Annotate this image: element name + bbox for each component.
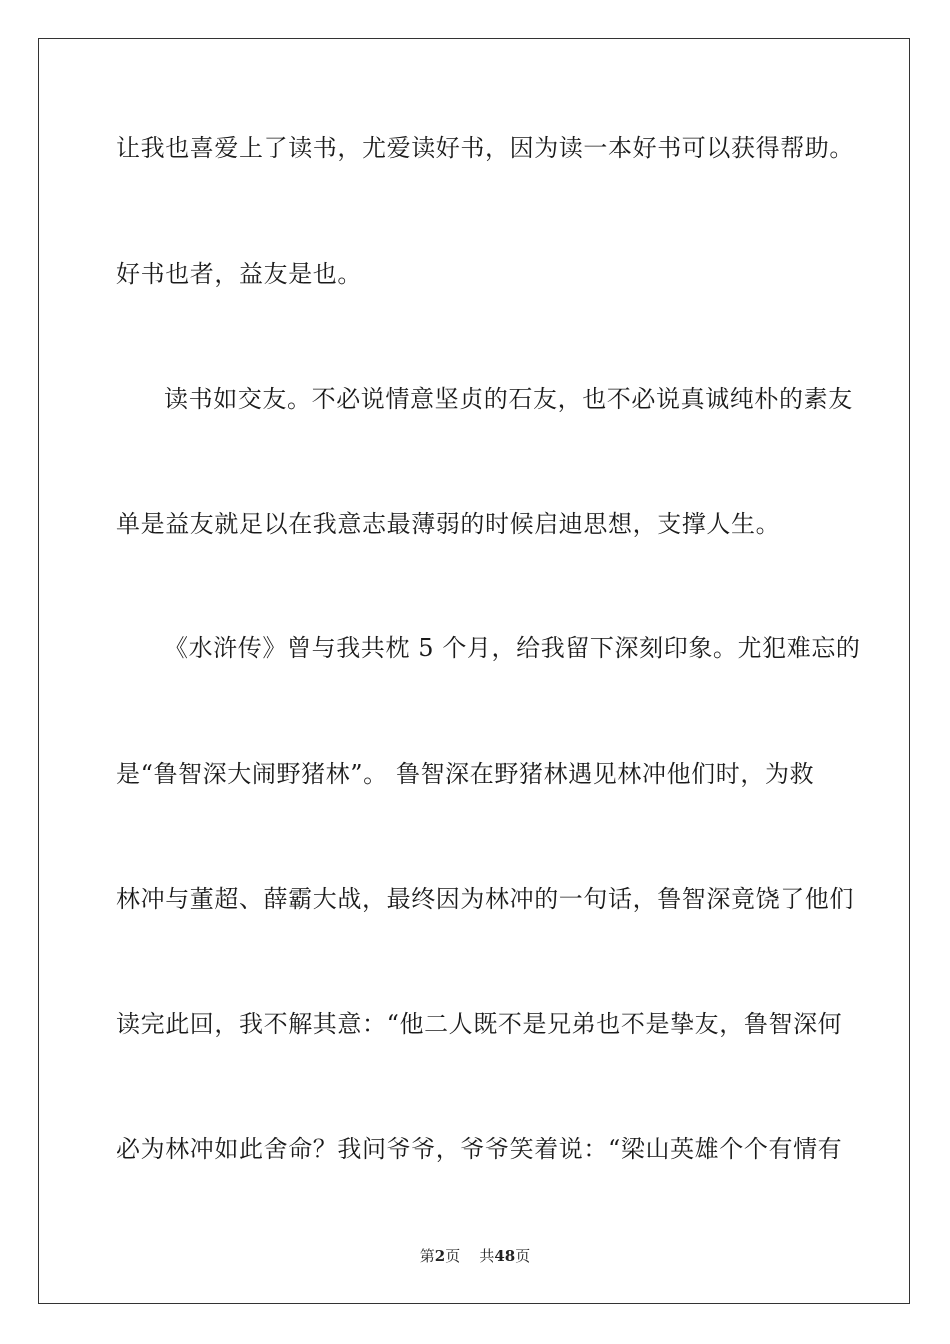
footer-page-prefix: 第: [419, 1247, 435, 1265]
footer-current-page: 2: [434, 1247, 446, 1265]
footer-total-suffix: 页: [515, 1247, 531, 1265]
footer-total-prefix: 共: [479, 1247, 495, 1265]
text-line: 让我也喜爱上了读书，尤爱读好书，因为读一本好书可以获得帮助。: [116, 134, 854, 162]
text-line: 好书也者，益友是也。: [116, 260, 362, 288]
page-footer: [0, 1246, 950, 1266]
text-line: 读书如交友。不必说情意坚贞的石友，也不必说真诚纯朴的素友: [164, 385, 853, 413]
text-line: 读完此回，我不解其意：“他二人既不是兄弟也不是挚友，鲁智深何: [116, 1010, 843, 1038]
text-line: 必为林冲如此舍命？我问爷爷，爷爷笑着说：“梁山英雄个个有情有: [116, 1135, 843, 1163]
text-line: 《水浒传》曾与我共枕 5 个月，给我留下深刻印象。尤犯难忘的: [164, 634, 861, 662]
text-line: 单是益友就足以在我意志最薄弱的时候启迪思想，支撑人生。: [116, 510, 781, 538]
text-line: 林冲与董超、薛霸大战，最终因为林冲的一句话，鲁智深竟饶了他们: [116, 885, 854, 913]
footer-page-suffix: 页: [445, 1247, 461, 1265]
footer-total-pages: 48: [494, 1247, 516, 1265]
text-line: 是“鲁智深大闹野猪林”。 鲁智深在野猪林遇见林冲他们时，为救: [116, 760, 815, 788]
page-border: [38, 38, 910, 1304]
